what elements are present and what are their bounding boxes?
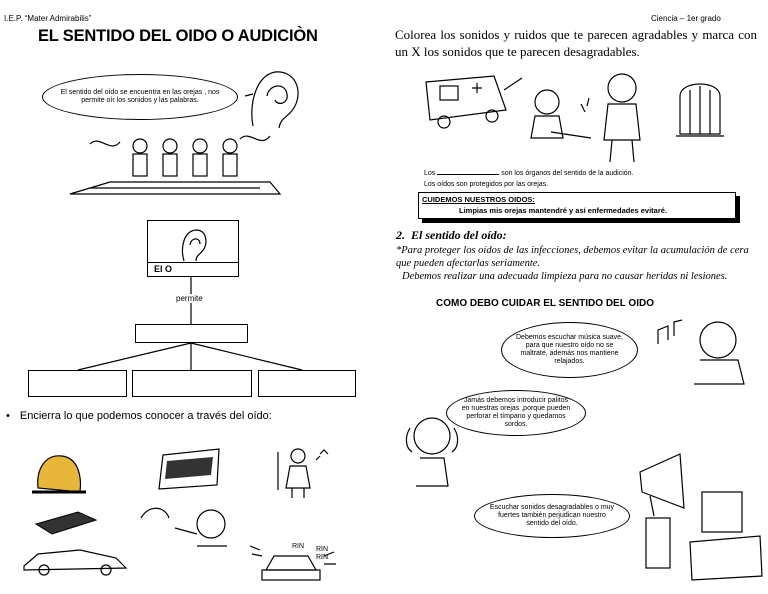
car-icon	[20, 540, 130, 580]
care-bubble-3-text: Escuchar sonidos desagradables o muy fuertes también perjudican nuestro sentido del oído.	[489, 504, 615, 527]
phone-sound-2: RIN RIN	[316, 546, 329, 561]
care-bubble-1	[501, 322, 638, 378]
care-box	[418, 192, 736, 219]
girl-guitar-icon	[515, 76, 595, 148]
girl-singing-icon	[270, 446, 340, 501]
care-box-title: CUIDEMOS NUESTROS OIDOS:	[422, 195, 535, 204]
bullet-text: Encierra lo que podemos conocer a través del oído:	[19, 410, 272, 422]
care-bubble-2	[446, 390, 586, 436]
birdcage-icon	[668, 74, 738, 144]
section-title: El sentido del oído:	[411, 228, 507, 242]
care-bubble-1-text: Debemos escuchar música suave, para que nuestro oído no se maltrate, además nos mantiene relajados.	[516, 334, 623, 365]
loudspeaker-icon	[630, 452, 764, 587]
phone-sound-1: RIN	[292, 543, 305, 550]
bell-icon	[28, 448, 88, 498]
diagram-blank-3[interactable]	[258, 370, 356, 397]
section-paragraph-1: *Para proteger los oídos de las infecciones, debemos evitar la acumulación de cera que pueden afectarlas seriamente.	[396, 245, 749, 269]
coloring-instructions: Colorea los sonidos y ruidos que te parecen agradables y marca con un X los sonidos que te parecen desagradables.	[395, 27, 757, 59]
fill-line-2: Los oídos son protegidos por las orejas.	[424, 181, 549, 188]
fill-line-1-end: son los órganos del sentido de la audición.	[501, 170, 634, 177]
bullet-dot: •	[6, 410, 10, 422]
care-bubble-2-text: Jamás debemos introducir palitos en nuestras orejas ,porque pueden perforar el tímpano y quedamos sordos.	[461, 397, 571, 428]
section-paragraph-2: Debemos realizar una adecuada limpieza para no causar heridas ni lesiones.	[402, 271, 728, 282]
girl-listening-music-icon	[648, 314, 758, 384]
boy-shouting-icon	[594, 66, 654, 166]
fill-line-1	[424, 170, 744, 177]
bullet-instruction	[6, 410, 272, 422]
notebook-icon	[155, 445, 225, 493]
section-number: 2.	[396, 228, 405, 242]
section-heading	[396, 228, 507, 243]
subject-header: Ciencia – 1er grado	[651, 14, 721, 23]
boy-with-maraca-icon	[135, 498, 235, 558]
book-icon	[30, 506, 100, 538]
care-bubble-3	[474, 494, 630, 538]
care-heading: COMO DEBO CUIDAR EL SENTIDO DEL OIDO	[436, 298, 654, 309]
school-header: I.E.P. “Mater Admirabilis”	[4, 14, 92, 23]
diagram-blank-1[interactable]	[28, 370, 127, 397]
child-covering-ears-icon	[400, 408, 460, 488]
diagram-connector: permite	[176, 294, 203, 303]
fill-line-1-start: Los	[424, 170, 436, 177]
diagram-blank-2[interactable]	[132, 370, 252, 397]
fill-blank[interactable]	[437, 174, 499, 175]
care-box-text: Limpias mis orejas mantendré y así enfermedades evitaré.	[459, 206, 668, 215]
page-title: EL SENTIDO DEL OIDO O AUDICIÒN	[38, 27, 318, 45]
diagram-blank-top[interactable]	[135, 324, 248, 343]
diagram-label: El O	[148, 262, 238, 276]
ambulance-icon	[420, 70, 525, 132]
intro-bubble-text: El sentido del oído se encuentra en las orejas , nos permite oír los sonidos y las palabras.	[60, 89, 220, 104]
